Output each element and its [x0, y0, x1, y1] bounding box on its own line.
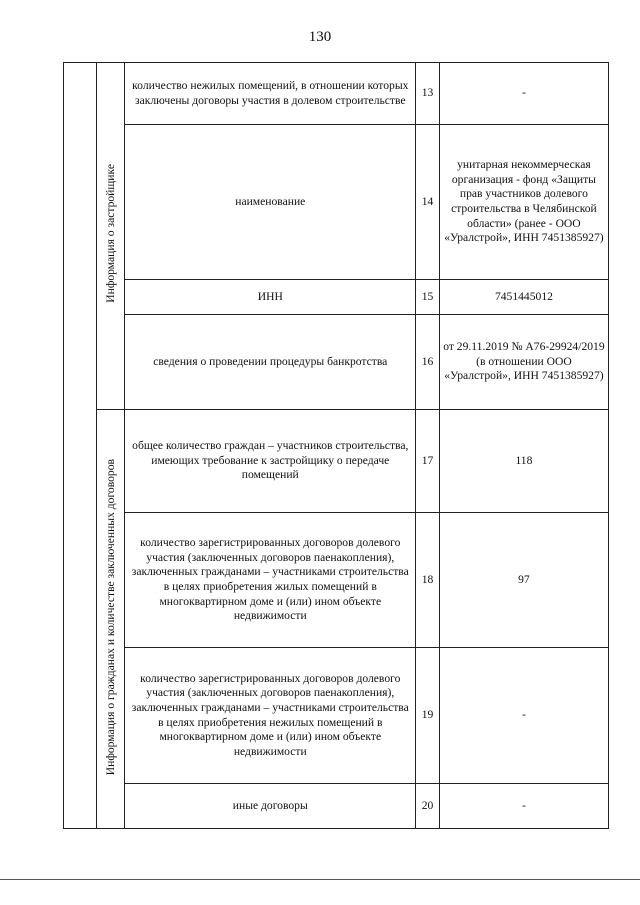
row-number: 16	[416, 315, 440, 410]
row-value: 97	[439, 513, 608, 648]
table-row	[64, 784, 609, 829]
row-description: количество зарегистрированных договоров долевого участия (заключенных договоров паенакопления), заключенных гражданами – участниками строительства в целях приобретения нежилых помещений в многоквартирном доме и (или) ином объекте недвижимости	[125, 648, 416, 784]
table-row	[64, 125, 609, 280]
scan-edge-line	[0, 879, 640, 880]
row-value: -	[439, 784, 608, 829]
row-number: 18	[416, 513, 440, 648]
section-label-developer: Информация о застройщике	[103, 164, 117, 304]
row-value: -	[439, 648, 608, 784]
section-developer	[97, 63, 125, 410]
section-citizens	[97, 410, 125, 829]
row-description: ИНН	[125, 280, 416, 315]
row-description: наименование	[125, 125, 416, 280]
table-row	[64, 280, 609, 315]
row-value: унитарная некоммерческая организация - фонд «Защиты прав участников долевого строительства в Челябинской области» (ранее - ООО «Уралстрой», ИНН 7451385927)	[439, 125, 608, 280]
row-value: от 29.11.2019 № А76-29924/2019 (в отношении ООО «Уралстрой», ИНН 7451385927)	[439, 315, 608, 410]
table-row	[64, 63, 609, 125]
row-number: 15	[416, 280, 440, 315]
lead-column	[64, 63, 97, 829]
row-number: 13	[416, 63, 440, 125]
table-row	[64, 648, 609, 784]
registry-table	[63, 62, 609, 829]
row-description: общее количество граждан – участников строительства, имеющих требование к застройщику о передаче помещений	[125, 410, 416, 513]
row-value: 7451445012	[439, 280, 608, 315]
section-label-citizens: Информация о гражданах и количестве заключенных договоров	[103, 458, 117, 775]
row-number: 20	[416, 784, 440, 829]
page-number: 130	[308, 29, 332, 45]
table-row	[64, 315, 609, 410]
row-description: количество зарегистрированных договоров долевого участия (заключенных договоров паенакопления), заключенных гражданами – участниками строительства в целях приобретения жилых помещений в многоквартирном доме и (или) ином объекте недвижимости	[125, 513, 416, 648]
row-value: -	[439, 63, 608, 125]
row-description: иные договоры	[125, 784, 416, 829]
row-value: 118	[439, 410, 608, 513]
row-description: сведения о проведении процедуры банкротства	[125, 315, 416, 410]
table-row	[64, 410, 609, 513]
table-row	[64, 513, 609, 648]
row-number: 14	[416, 125, 440, 280]
row-number: 17	[416, 410, 440, 513]
row-description: количество нежилых помещений, в отношении которых заключены договоры участия в долевом строительстве	[125, 63, 416, 125]
row-number: 19	[416, 648, 440, 784]
